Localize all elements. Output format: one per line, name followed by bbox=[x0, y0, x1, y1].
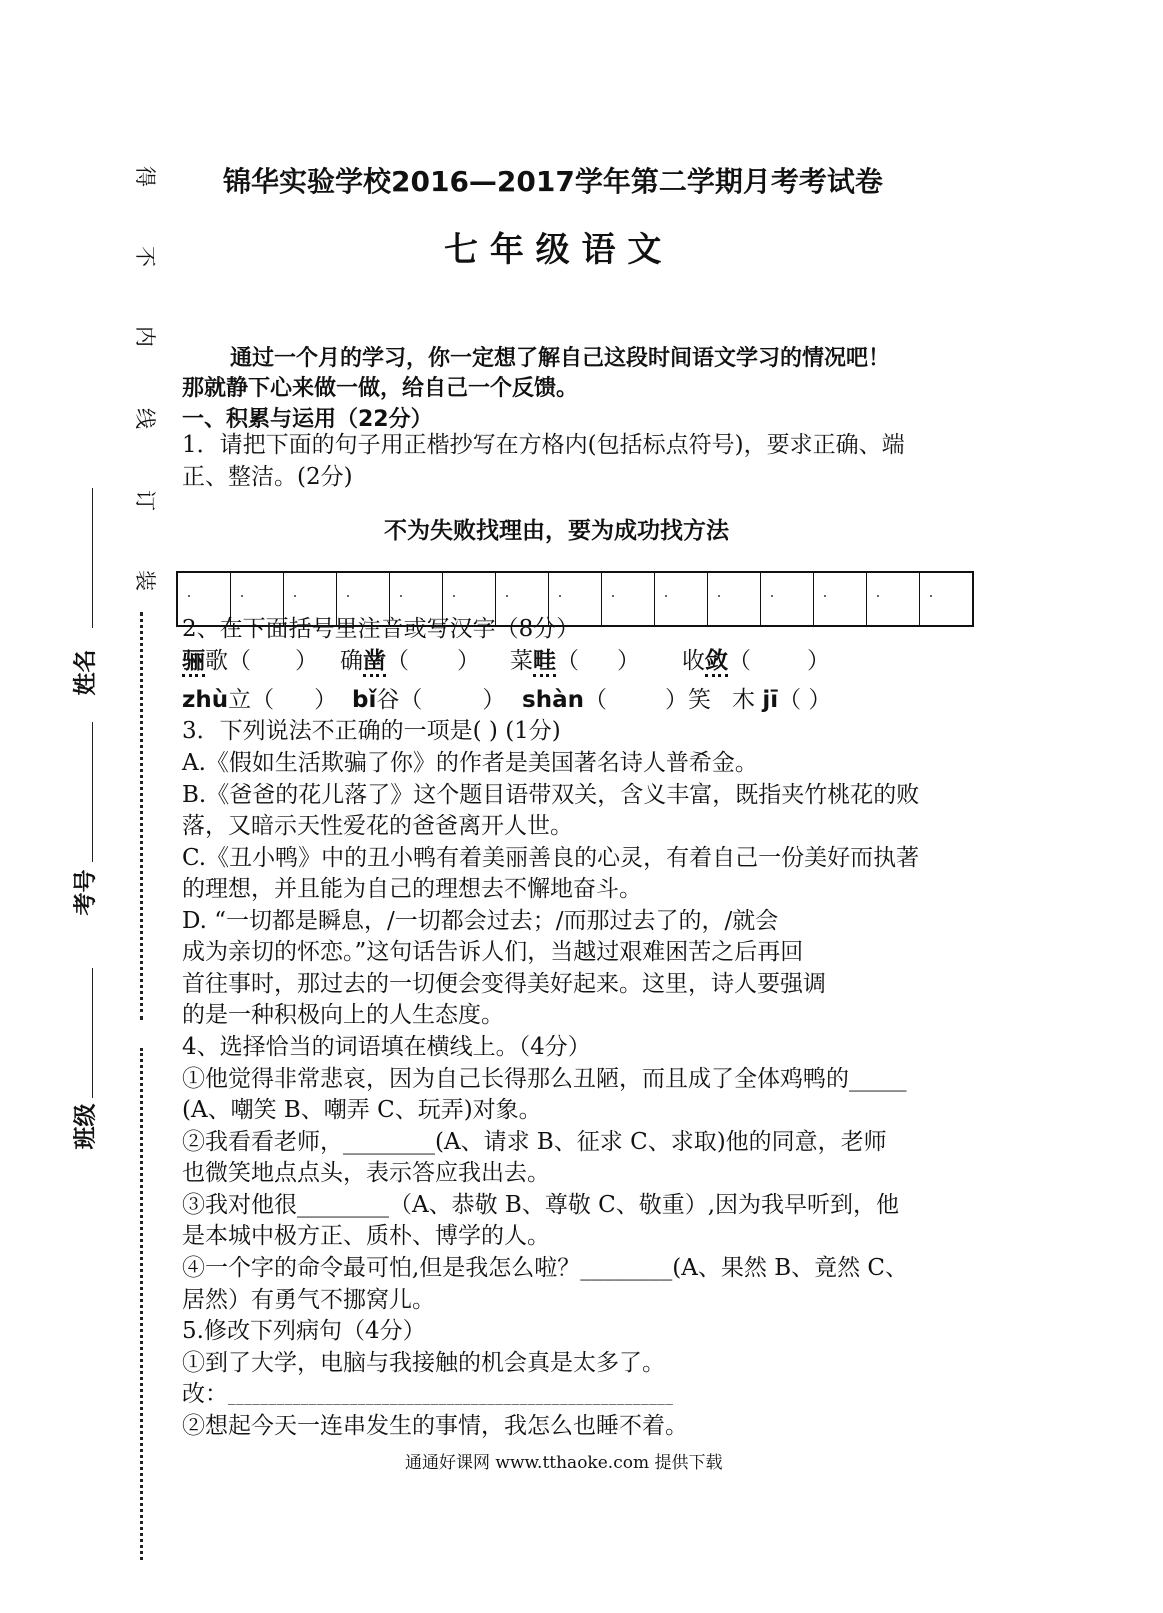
name-blank bbox=[92, 488, 93, 628]
dotted-char: 骊 bbox=[182, 648, 205, 677]
q3-option: 落，又暗示天性爱花的爸爸离开人世。 bbox=[182, 813, 573, 839]
fix-blank[interactable]: _______________________________________________________ bbox=[228, 1387, 674, 1405]
q4-line: (A、嘲笑 B、嘲弄 C、玩弄)对象。 bbox=[182, 1097, 542, 1123]
q5-fix bbox=[182, 1379, 674, 1411]
q4-line: ②我看看老师，________(A、请求 B、征求 C、求取)他的同意，老师 bbox=[182, 1129, 887, 1155]
q4-line: ④一个字的命令最可怕,但是我怎么啦？________(A、果然 B、竟然 C、 bbox=[182, 1255, 909, 1281]
q2-row2-item: zhù立（ ） bbox=[182, 687, 338, 713]
cell-dot bbox=[771, 595, 773, 597]
q4-line: ③我对他很________（A、恭敬 B、尊敬 C、敬重）,因为我早听到，他 bbox=[182, 1192, 900, 1218]
q4-line: 是本城中极方正、质朴、博学的人。 bbox=[182, 1223, 550, 1249]
grid-cell[interactable] bbox=[920, 573, 972, 625]
dotted-char: 凿 bbox=[363, 648, 386, 677]
cut-line bbox=[140, 612, 143, 1020]
q2-row2-item: 木 jī（ ） bbox=[732, 687, 832, 713]
q4-line: 居然）有勇气不挪窝儿。 bbox=[182, 1287, 435, 1313]
cell-dot bbox=[294, 595, 296, 597]
q3-option: B.《爸爸的花儿落了》这个题目语带双关，含义丰富，既指夹竹桃花的败 bbox=[182, 782, 920, 808]
grid-cell[interactable] bbox=[761, 573, 814, 625]
seal-char: 订 bbox=[133, 490, 157, 511]
q3-option: C.《丑小鸭》中的丑小鸭有着美丽善良的心灵，有着自己一份美好而执著 bbox=[182, 845, 920, 871]
q3-stem: 3．下列说法不正确的一项是( ) (1分) bbox=[182, 718, 561, 744]
q5-sentence: ②想起今天一连串发生的事情，我怎么也睡不着。 bbox=[182, 1413, 688, 1439]
cell-dot bbox=[930, 595, 932, 597]
footer-credit: 通通好课网 www.tthaoke.com 提供下载 bbox=[405, 1453, 723, 1473]
cell-dot bbox=[188, 595, 190, 597]
grid-cell[interactable] bbox=[867, 573, 920, 625]
grid-cell[interactable] bbox=[602, 573, 655, 625]
q1-stem: 1．请把下面的句子用正楷抄写在方格内(包括标点符号)，要求正确、端 bbox=[182, 432, 905, 458]
cell-dot bbox=[347, 595, 349, 597]
q3-option: D. “一切都是瞬息，/一切都会过去；/而那过去了的，/就会 bbox=[182, 908, 779, 934]
q4-line: 也微笑地点点头，表示答应我出去。 bbox=[182, 1160, 550, 1186]
cell-dot bbox=[665, 595, 667, 597]
grid-cell[interactable] bbox=[655, 573, 708, 625]
q4-line: ①他觉得非常悲哀，因为自己长得那么丑陋，而且成了全体鸡鸭的_____ bbox=[182, 1066, 907, 1092]
cell-dot bbox=[877, 595, 879, 597]
seal-char: 装 bbox=[133, 570, 157, 591]
cell-dot bbox=[559, 595, 561, 597]
q2-row1-item: 确凿（ ） bbox=[340, 646, 480, 676]
q4-stem: 4、选择恰当的词语填在横线上。（4分） bbox=[182, 1034, 591, 1060]
pinyin: zhù bbox=[182, 687, 229, 713]
seal-char: 不 bbox=[133, 246, 157, 267]
name-label: 姓名 bbox=[72, 649, 99, 696]
q3-option: 成为亲切的怀恋。”这句话告诉人们，当越过艰难困苦之后再回 bbox=[182, 939, 804, 965]
q5-sentence: ①到了大学，电脑与我接触的机会真是太多了。 bbox=[182, 1350, 665, 1376]
cell-dot bbox=[241, 595, 243, 597]
q2-row1-item: 菜畦（ ） bbox=[510, 646, 640, 676]
dotted-char: 敛 bbox=[705, 648, 728, 677]
q5-stem: 5.修改下列病句（4分） bbox=[182, 1318, 426, 1344]
cell-dot bbox=[506, 595, 508, 597]
q3-option: 的是一种积极向上的人生态度。 bbox=[182, 1002, 504, 1028]
dotted-char: 畦 bbox=[533, 648, 556, 677]
q2-stem: 2、在下面括号里注音或写汉字（8分） bbox=[182, 616, 580, 642]
pinyin: jī bbox=[762, 687, 779, 713]
pinyin: bǐ bbox=[352, 687, 377, 713]
cell-dot bbox=[612, 595, 614, 597]
section-heading: 一、积累与运用（22分） bbox=[182, 407, 433, 432]
pinyin: shàn bbox=[522, 687, 584, 713]
cell-dot bbox=[718, 595, 720, 597]
q2-row1-item: 骊歌（ ） bbox=[182, 646, 318, 676]
intro-line: 通过一个月的学习，你一定想了解自己这段时间语文学习的情况吧！ bbox=[230, 346, 891, 371]
fix-label: 改： bbox=[182, 1381, 228, 1407]
q3-option: 的理想，并且能为自己的理想去不懈地奋斗。 bbox=[182, 876, 642, 902]
q3-option: A.《假如生活欺骗了你》的作者是美国著名诗人普希金。 bbox=[182, 750, 758, 776]
cell-dot bbox=[400, 595, 402, 597]
grid-cell[interactable] bbox=[814, 573, 867, 625]
cell-dot bbox=[453, 595, 455, 597]
subject-title: 七 年 级 语 文 bbox=[444, 230, 662, 270]
q3-option: 首往事时，那过去的一切便会变得美好起来。这里，诗人要强调 bbox=[182, 971, 826, 997]
seal-char: 得 bbox=[133, 166, 157, 187]
exam-no-label: 考号 bbox=[72, 869, 99, 916]
seal-char: 线 bbox=[133, 408, 157, 429]
exam-no-blank bbox=[92, 722, 93, 862]
cut-line bbox=[140, 1048, 143, 1560]
exam-title: 锦华实验学校2016—2017学年第二学期月考考试卷 bbox=[223, 165, 883, 198]
intro-line: 那就静下心来做一做，给自己一个反馈。 bbox=[182, 376, 579, 401]
class-label: 班级 bbox=[72, 1103, 99, 1150]
copy-sentence: 不为失败找理由，要为成功找方法 bbox=[384, 518, 729, 544]
class-blank bbox=[92, 968, 93, 1098]
q2-row1-item: 收敛（ ） bbox=[682, 646, 830, 676]
q2-row2-item: bǐ谷（ ） bbox=[352, 687, 506, 713]
cell-dot bbox=[824, 595, 826, 597]
q1-stem: 正、整洁。(2分) bbox=[182, 464, 353, 490]
seal-char: 内 bbox=[133, 326, 157, 347]
grid-cell[interactable] bbox=[708, 573, 761, 625]
q2-row2-item: shàn（ ）笑 bbox=[522, 687, 711, 713]
